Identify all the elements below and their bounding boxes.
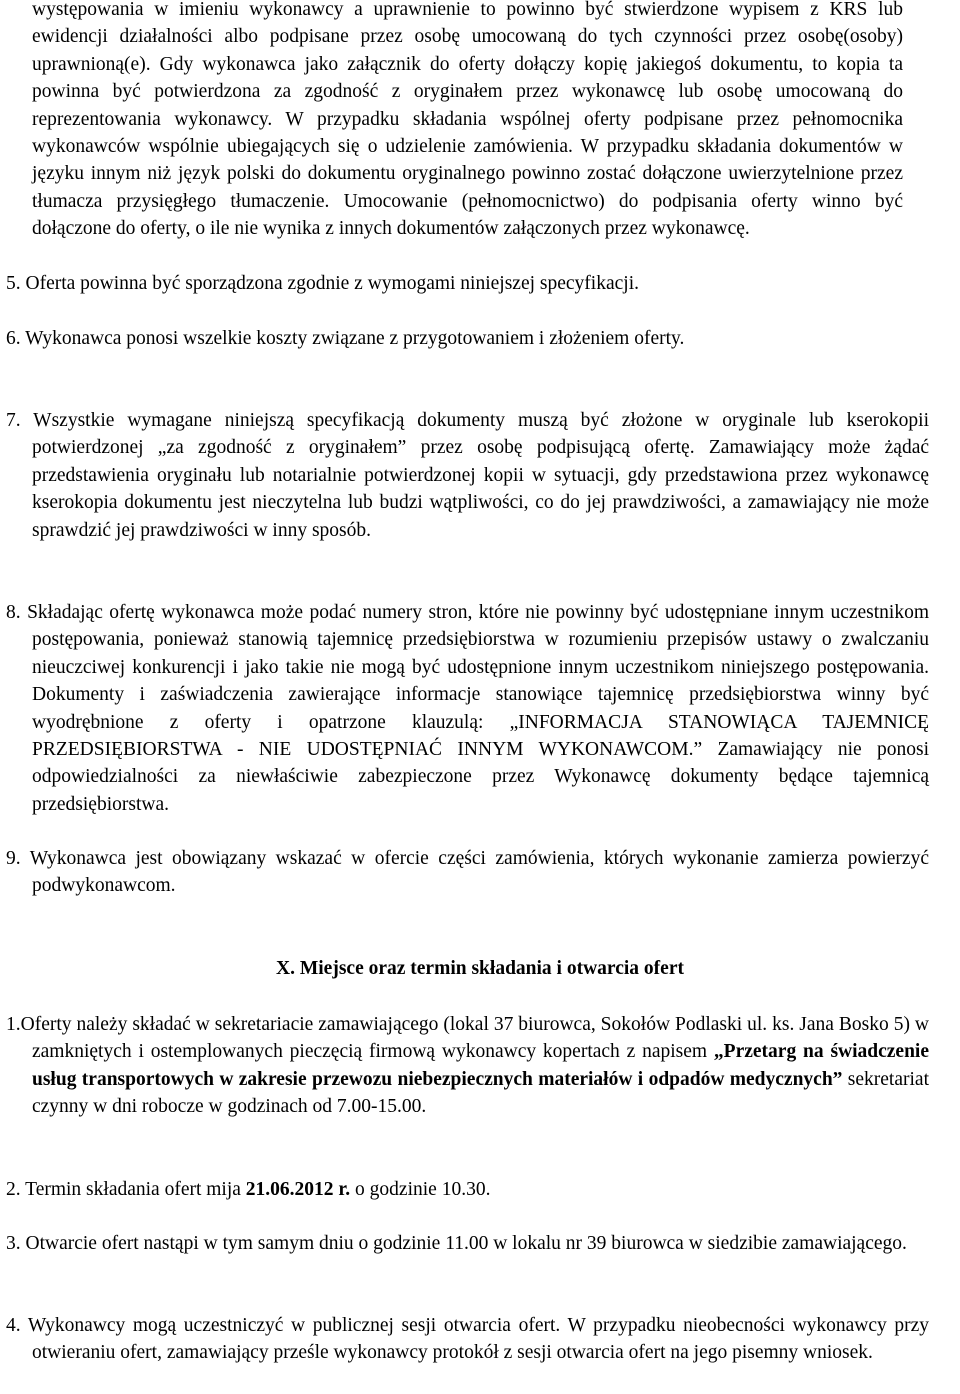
section-item-2-text-b: o godzinie 10.30.: [350, 1179, 491, 1200]
section-item-2: [6, 1176, 903, 1203]
section-item-1-text-b: sekretariat czynny w dni robocze w godzinach od 7.00-15.00.: [32, 1068, 929, 1118]
section-item-1: [6, 1011, 929, 1121]
item-7: 7. Wszystkie wymagane niniejszą specyfikacją dokumenty muszą być złożone w oryginale lub kserokopii potwierdzonej „za zgodność z oryginałem” przez osobę podpisującą ofertę. Zamawiający może żądać przedstawienia oryginału lub notarialnie potwierdzonej kopii w sytuacji, gdy przedstawiona przez wykonawcę kserokopia dokumentu jest nieczytelna lub budzi wątpliwości, co do jej prawdziwości, a zamawiający nie może sprawdzić jej prawdziwości w inny sposób.: [6, 410, 929, 541]
section-item-1-bold: „Przetarg na świadczenie usług transportowych w zakresie przewozu niebezpiecznych materiałów i odpadów medycznych”: [32, 1041, 930, 1090]
item-6: 6. Wykonawca ponosi wszelkie koszty związane z przygotowaniem i złożeniem oferty.: [6, 328, 685, 349]
item-5: 5. Oferta powinna być sporządzona zgodnie z wymogami niniejszej specyfikacji.: [6, 273, 639, 294]
section-item-4: 4. Wykonawcy mogą uczestniczyć w publicznej sesji otwarcia ofert. W przypadku nieobecności wykonawcy przy otwieraniu ofert, zamawiający prześle wykonawcy protokół z sesji otwarcia ofert na jego pisemny wniosek.: [6, 1315, 929, 1364]
item-8: 8. Składając ofertę wykonawca może podać numery stron, które nie powinny być udostępniane innym uczestnikom postępowania, ponieważ stanowią tajemnicę przedsiębiorstwa w rozumieniu przepisów ustawy o zwalczaniu nieuczciwej konkurencji i jako takie nie mogą być udostępnione innym uczestnikom niniejszego postępowania. Dokumenty i zaświadczenia zawierające informacje stanowiące tajemnicę przedsiębiorstwa winny być wyodrębnione z oferty i opatrzone klauzulą: „INFORMACJA STANOWIĄCA TAJEMNICĘ PRZEDSIĘBIORSTWA - NIE UDOSTĘPNIAĆ INNYM WYKONAWCOM.” Zamawiający nie ponosi odpowiedzialności za niewłaściwie zabezpieczone przez Wykonawcę dokumenty będące tajemnicą przedsiębiorstwa.: [6, 602, 929, 815]
intro-paragraph: występowania w imieniu wykonawcy a uprawnienie to powinno być stwierdzone wypisem z KRS lub ewidencji działalności albo podpisane przez osobę umocowaną do tych czynności przez osobę(osoby) uprawnioną(e). Gdy wykonawca jako załącznik do oferty dołączy kopię jakiegoś dokumentu, to kopia ta powinna być potwierdzona za zgodność z oryginałem przez wykonawcę lub osobę umocowaną do reprezentowania wykonawcy. W przypadku składania wspólnej oferty podpisane przez pełnomocnika wykonawców wspólnie ubiegających się o udzielenie zamówienia. W przypadku składania dokumentów w języku innym niż język polski do dokumentu oryginalnego powinno zostać dołączone uwierzytelnione przez tłumacza przysięgłego tłumaczenie. Umocowanie (pełnomocnictwo) do podpisania oferty winno być dołączone do oferty, o ile nie wynika z innych dokumentów załączonych przez wykonawcę.: [32, 0, 903, 240]
item-9: 9. Wykonawca jest obowiązany wskazać w ofercie części zamówienia, których wykonanie zamierza powierzyć podwykonawcom.: [6, 848, 929, 897]
section-item-3: 3. Otwarcie ofert nastąpi w tym samym dniu o godzinie 11.00 w lokalu nr 39 biurowca w siedzibie zamawiającego.: [6, 1233, 907, 1254]
section-heading: X. Miejsce oraz termin składania i otwarcia ofert: [276, 958, 684, 979]
section-item-1-text-a: 1.Oferty należy składać w sekretariacie zamawiającego (lokal 37 biurowca, Sokołów Podlaski ul. ks. Jana Bosko 5) w zamkniętych i ostemplowanych pieczęcią firmową wykonawcy kopertach z napisem: [6, 1014, 929, 1063]
section-item-2-text-a: 2. Termin składania ofert mija: [6, 1179, 246, 1200]
section-item-2-date: 21.06.2012 r.: [245, 1179, 351, 1200]
